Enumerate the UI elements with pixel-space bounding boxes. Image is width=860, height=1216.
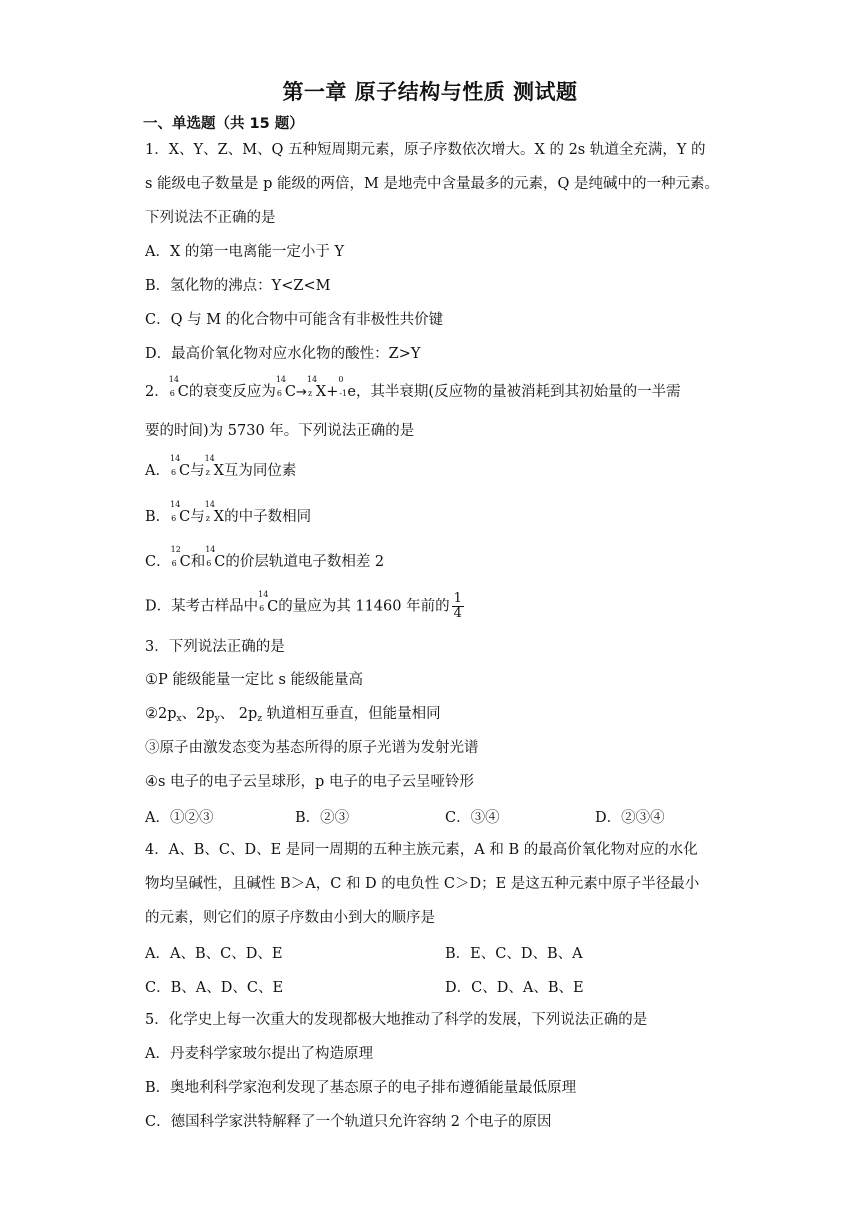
q5-option-a: A．丹麦科学家玻尔提出了构造原理 [145,1046,373,1062]
reaction-arrow: → [295,385,307,400]
fraction-one-quarter: $\frac{1}{4}$ [453,591,462,621]
q3-statement-2: $②2p_x$、$2p_y$、 $2p_z$ 轨道相互垂直，但能量相同 [145,706,441,724]
q1-option-c: C．Q 与 M 的化合物中可能含有非极性共价键 [145,312,444,328]
q4-options-row2 [145,976,745,998]
q4-stem-line3: 的元素，则它们的原子序数由小到大的顺序是 [145,910,435,926]
q4-option-d: D．C、D、A、B、E [445,980,584,996]
q4-option-b: B．E、C、D、B、A [445,946,583,962]
nuclide-c12: 12 6 C [170,545,191,570]
page-title: 第一章 原子结构与性质 测试题 [282,80,578,104]
electron-symbol: 0 -1 e [338,375,356,400]
q4-options-row1 [145,942,745,964]
q3-option-d: D．②③④ [595,810,665,826]
q2-stem-line2: 要的时间)为 5730 年。下列说法正确的是 [145,423,415,439]
q3-option-a: A．①②③ [145,810,214,826]
nuclide-c14: 14 6 C [275,375,296,400]
q3-statement-1: ①P 能级能量一定比 s 能级能量高 [145,672,364,688]
section-heading: 一、单选题（共 15 题） [143,116,304,132]
q2-option-a: A． 14 6 C与 14 z X互为同位素 [145,454,297,479]
q1-option-b: B．氢化物的沸点：Y<Z<M [145,278,331,294]
q1-option-a: A．X 的第一电离能一定小于 Y [145,244,345,260]
nuclide-c14: 14 6 C [169,454,191,479]
q2-option-c: C． 12 6 C和 14 6 C的价层轨道电子数相差 2 [145,545,385,570]
q4-option-a: A．A、B、C、D、E [145,946,283,962]
nuclide-x14: 14 z X [204,500,225,525]
nuclide-c14: 14 6 C [168,375,189,400]
q2-number: 2． [145,384,169,400]
q1-stem-line3: 下列说法不正确的是 [145,210,276,226]
q1-stem-line1: 1．X、Y、Z、M、Q 五种短周期元素，原子序数依次增大。X 的 2s 轨道全充满，Y 的 [145,142,706,158]
q2-option-d: D．某考古样品中 14 6 C的量应为其 11460 年前的 $\frac{1}{4}$ [145,589,462,621]
q3-statement-3: ③原子由激发态变为基态所得的原子光谱为发射光谱 [145,740,479,756]
q4-option-c: C．B、A、D、C、E [145,980,284,996]
nuclide-c14: 14 6 C [170,500,191,525]
q3-options [145,806,745,828]
q4-stem-line1: 4．A、B、C、D、E 是同一周期的五种主族元素，A 和 B 的最高价氧化物对应的水化 [145,842,698,858]
q3-option-b: B．②③ [295,810,350,826]
q3-statement-4: ④s 电子的电子云呈球形，p 电子的电子云呈哑铃形 [145,774,474,790]
q4-stem-line2: 物均呈碱性，且碱性 B＞A，C 和 D 的电负性 C＞D；E 是这五种元素中原子半径最小 [145,876,700,892]
q2-option-b: B． 14 6 C与 14 z X的中子数相同 [145,500,312,525]
q5-option-c: C．德国科学家洪特解释了一个轨道只允许容纳 2 个电子的原因 [145,1114,552,1130]
nuclide-x14: 14 z X [204,454,224,479]
q5-stem: 5．化学史上每一次重大的发现都极大地推动了科学的发展，下列说法正确的是 [145,1012,648,1028]
nuclide-c14: 14 6 C [205,545,226,570]
q3-option-c: C．③④ [445,810,500,826]
q5-option-b: B．奥地利科学家泡利发现了基态原子的电子排布遵循能量最低原理 [145,1080,577,1096]
q2-stem-line1: 2． 14 6 C的衰变反应为 14 6 C→ 14 z X+ 0 -1 e，其半衰期(反应物的量被消耗到其初始量的一半需 [145,375,681,400]
q1-stem-line2: s 能级电子数量是 p 能级的两倍，M 是地壳中含量最多的元素，Q 是纯碱中的一种元素。 [145,176,719,192]
q3-stem: 3．下列说法正确的是 [145,639,285,655]
nuclide-x14: 14 z X [306,375,327,400]
nuclide-c14: 14 6 C [258,589,279,615]
q1-option-d: D．最高价氧化物对应水化物的酸性：Z>Y [145,346,421,362]
